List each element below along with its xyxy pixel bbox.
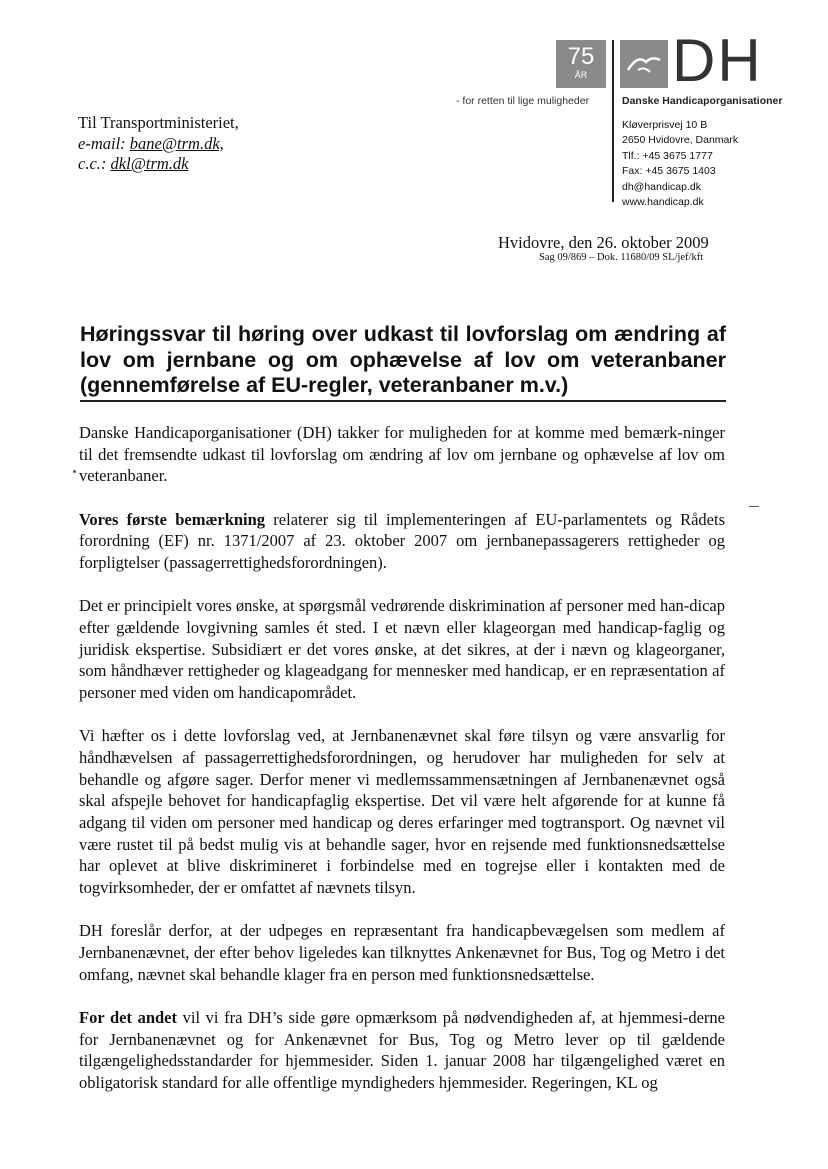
title-underline xyxy=(80,400,726,402)
sender-city: 2650 Hvidovre, Danmark xyxy=(622,134,739,147)
paragraph-6 xyxy=(79,1007,725,1094)
margin-mark xyxy=(749,506,759,507)
paragraph-2-text: relaterer sig til implementeringen af EU-parlamentets og Rådets forordning (EF) nr. 1371/2007 af 23. oktober 2007 om jernbanepassagerers rettigheder og forpligtelser (passagerrettighedsforordningen). xyxy=(79,509,725,573)
recipient-cc-link[interactable]: dkl@trm.dk xyxy=(110,154,189,173)
email-label: e-mail: xyxy=(78,133,130,153)
recipient-block xyxy=(78,113,239,175)
sender-street: Kløverprisvej 10 B xyxy=(622,119,708,131)
cc-label: c.c.: xyxy=(78,154,111,173)
paragraph-1: Danske Handicaporganisationer (DH) takker for muligheden for at komme med bemærk-ninger til det fremsendte udkast til lovforslag om ændring af lov om jernbane og ophævelse af lov om veteranbaner. xyxy=(79,423,725,486)
dh-logo-letters: DH xyxy=(672,27,763,94)
paragraph-6-lead: For det andet xyxy=(79,1007,177,1027)
date-line: Hvidovre, den 26. oktober 2009 xyxy=(498,233,709,252)
paragraph-3: Det er principielt vores ønske, at spørgsmål vedrørende diskrimination af personer med han-dicap efter gældende lovgivning samles ét sted. I et nævn eller klageorgan med handicap-faglig og juridisk ekspertise. Subsidiært er det vores ønske, at det sikres, at der i nævn og klageorganer, som håndhæver rettigheder og klageadgang for mennesker med handicap, er en repræsentation af personer med viden om handicapområdet. xyxy=(79,596,725,703)
paragraph-2-lead: Vores første bemærkning xyxy=(79,509,266,529)
sender-email[interactable]: dh@handicap.dk xyxy=(622,180,701,193)
document-title: Høringssvar til høring over udkast til lovforslag om ændring af lov om jernbane og om ophævelse af lov om veteranbaner (gennemførelse af EU-regler, veteranbaner m.v.) xyxy=(80,322,726,397)
paragraph-4: Vi hæfter os i dette lovforslag ved, at Jernbanenævnet skal føre tilsyn og være ansvarlig for håndhævelsen af passagerrettighedsforordningen, og herudover har muligheden for selv at behandle og afgøre sager. Derfor mener vi medlemssammensætningen af Jernbanenævnet også skal afspejle behovet for handicapfaglig ekspertise. Det vil være helt afgørende for at kunne få adgang til viden om personer med handicap og deres erfaringer med togtransport. Og nævnet vil være rustet til på bedst mulig vis at behandle sager, hvor en rejsende med funktionsnedsættelse har oplevet at blive diskrimineret i forbindelse med en togrejse eller i kontakten med de togvirksomheder, der er omfattet af nævnets tilsyn. xyxy=(79,726,725,898)
sender-address xyxy=(622,118,738,210)
organisation-name: Danske Handicaporganisationer xyxy=(622,95,783,107)
margin-dot xyxy=(73,470,76,473)
paragraph-5: DH foreslår derfor, at der udpeges en repræsentant fra handicapbevægelsen som medlem af Jernbanenævnet, der efter behov ligeledes kan tilknyttes Ankenævnet for Bus, Tog og Metro i det omfang, nævnet skal behandle klager fra en person med funktionsnedsættelse. xyxy=(79,921,725,984)
recipient-cc-line xyxy=(78,154,239,175)
tagline: - for retten til lige muligheder xyxy=(456,95,590,107)
recipient-name: Til Transportministeriet, xyxy=(78,113,239,132)
badge-number: 75 xyxy=(567,43,595,70)
sender-website[interactable]: www.handicap.dk xyxy=(622,196,704,209)
letter-body xyxy=(79,422,725,1115)
recipient-email-link[interactable]: bane@trm.dk, xyxy=(129,133,224,153)
logo-divider xyxy=(612,40,614,202)
recipient-email-line xyxy=(78,134,239,155)
reference-line: Sag 09/869 – Dok. 11680/09 SL/jef/kft xyxy=(539,252,704,263)
paragraph-2 xyxy=(79,509,725,574)
bird-logo-icon xyxy=(620,40,668,88)
paragraph-6-text: vil vi fra DH’s side gøre opmærksom på nødvendigheden af, at hjemmesi-derne for Jernbanenævnet og for Ankenævnet for Bus, Tog og Metro lever op til gældende tilgængelighedsstandarder for hjemmesider. Siden 1. januar 2008 har tilgængelighed været en obligatorisk standard for alle offentlige myndigheders hjemmesider. Regeringen, KL og xyxy=(79,1007,725,1093)
badge-word: ÅR xyxy=(574,70,588,80)
sender-phone: Tlf.: +45 3675 1777 xyxy=(622,149,713,162)
anniversary-badge xyxy=(556,40,606,88)
sender-fax: Fax: +45 3675 1403 xyxy=(622,165,716,178)
